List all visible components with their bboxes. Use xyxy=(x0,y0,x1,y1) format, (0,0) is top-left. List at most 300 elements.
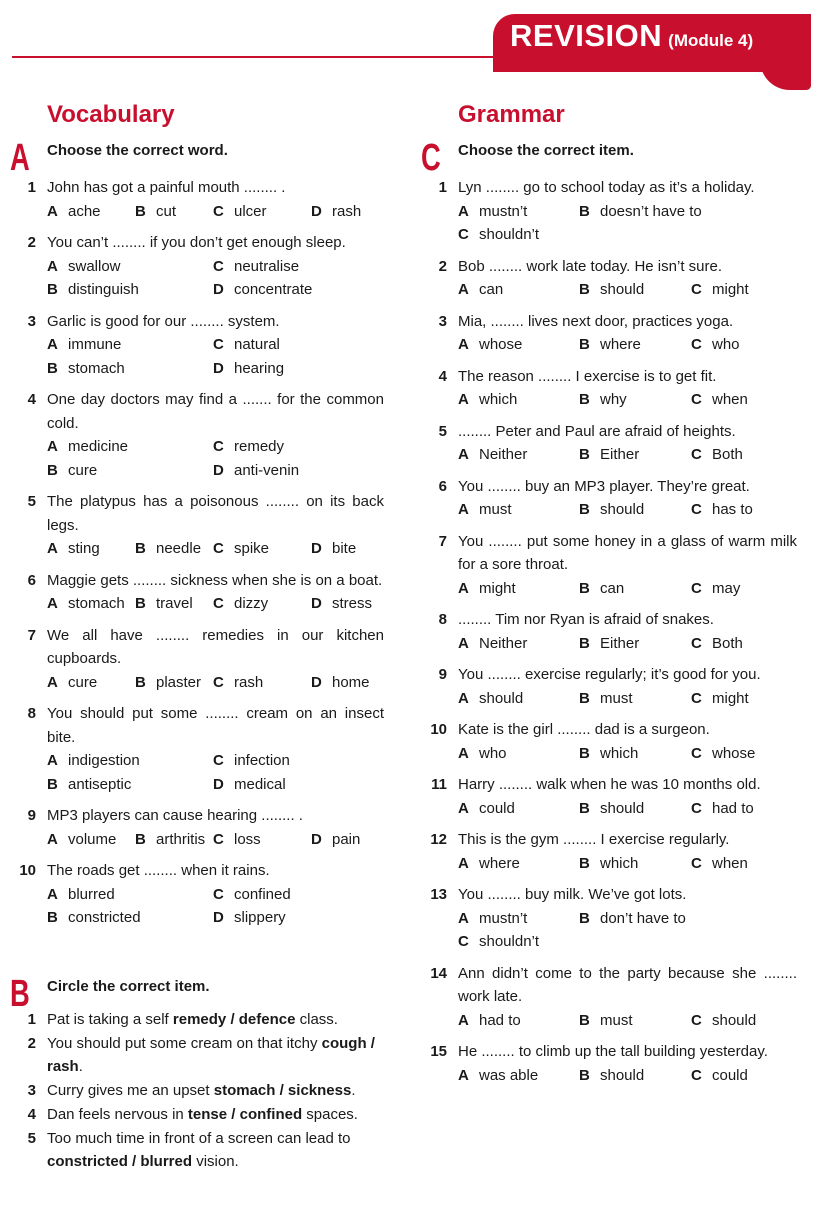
answer-option[interactable] xyxy=(213,906,393,930)
option-letter: A xyxy=(458,391,469,408)
question-text: You ........ buy milk. We’ve got lots. xyxy=(458,886,687,903)
option-text: rash xyxy=(234,673,264,691)
choice-pair[interactable]: cough / rash xyxy=(47,1035,375,1075)
option-letter: B xyxy=(47,359,58,377)
option-letter: C xyxy=(691,446,702,463)
question-text: ........ Peter and Paul are afraid of heights. xyxy=(458,422,736,440)
option-text: indigestion xyxy=(68,752,140,769)
answer-option[interactable] xyxy=(213,828,311,852)
answer-options xyxy=(47,255,384,302)
option-text: who xyxy=(712,336,740,353)
vocabulary-column xyxy=(10,100,384,1174)
option-letter: C xyxy=(213,438,224,455)
option-text: has to xyxy=(712,501,753,518)
option-text: Either xyxy=(600,446,640,463)
answer-option[interactable] xyxy=(135,200,213,224)
answer-option[interactable] xyxy=(135,828,213,852)
choice-pair[interactable]: remedy / defence xyxy=(172,1011,296,1028)
option-text: could xyxy=(712,1066,748,1084)
question-number: 1 xyxy=(27,1011,36,1028)
answer-option[interactable] xyxy=(579,797,691,821)
option-letter: B xyxy=(579,281,590,298)
option-letter: A xyxy=(47,336,58,353)
section-c-questions xyxy=(430,176,797,1087)
question-item xyxy=(438,420,797,467)
answer-option[interactable] xyxy=(47,828,135,852)
option-text: concentrate xyxy=(234,281,313,298)
option-text: confined xyxy=(234,885,291,903)
answer-option[interactable] xyxy=(458,223,579,247)
question-text: We all have ........ remedies in our kitchen cupboards. xyxy=(47,626,384,667)
option-text: home xyxy=(332,673,370,691)
option-letter: C xyxy=(213,830,224,848)
answer-option[interactable] xyxy=(47,278,213,302)
answer-option[interactable] xyxy=(579,742,691,766)
option-letter: B xyxy=(579,854,590,872)
answer-option[interactable] xyxy=(691,498,811,522)
question-text: John has got a painful mouth ........ . xyxy=(47,179,286,196)
answer-option[interactable] xyxy=(579,852,691,876)
answer-option[interactable] xyxy=(47,255,213,279)
question-item xyxy=(27,388,384,482)
option-letter: B xyxy=(47,909,58,926)
answer-option[interactable] xyxy=(458,577,579,601)
answer-option[interactable] xyxy=(579,632,691,656)
question-number: 6 xyxy=(27,571,36,589)
option-letter: C xyxy=(691,336,702,353)
question-text: Ann didn’t come to the party because she ........ work late. xyxy=(458,964,797,1005)
answer-option[interactable] xyxy=(311,537,407,561)
answer-option[interactable] xyxy=(47,435,213,459)
question-item xyxy=(27,569,384,616)
answer-option[interactable] xyxy=(213,278,393,302)
answer-option[interactable] xyxy=(135,671,213,695)
question-text: You ........ put some honey in a glass of warm milk for a sore throat. xyxy=(458,532,797,573)
answer-option[interactable] xyxy=(47,773,213,797)
answer-options xyxy=(458,200,797,247)
option-text: which xyxy=(479,391,518,408)
section-a-instruction: Choose the correct word. xyxy=(47,142,228,159)
option-letter: A xyxy=(47,257,58,275)
question-text xyxy=(47,1127,384,1173)
option-letter: B xyxy=(579,689,590,707)
option-text: remedy xyxy=(234,438,285,455)
question-text: One day doctors may find a ....... for the common cold. xyxy=(47,391,384,432)
answer-option[interactable] xyxy=(458,632,579,656)
section-c-instruction: Choose the correct item. xyxy=(458,142,634,159)
question-item xyxy=(430,962,797,1033)
answer-options xyxy=(47,828,384,852)
option-letter: C xyxy=(458,226,469,243)
option-letter: B xyxy=(579,202,590,220)
option-letter: C xyxy=(458,933,469,950)
option-letter: D xyxy=(311,595,322,612)
option-text: should xyxy=(600,501,645,518)
option-letter: D xyxy=(213,909,224,926)
answer-option[interactable] xyxy=(691,797,811,821)
answer-options xyxy=(458,687,797,711)
question-item xyxy=(430,828,797,875)
option-letter: C xyxy=(691,744,702,762)
option-letter: A xyxy=(458,634,469,652)
sentence-start: You should put some cream on that itchy xyxy=(47,1035,322,1052)
answer-option[interactable] xyxy=(458,742,579,766)
answer-option[interactable] xyxy=(311,200,407,224)
question-item xyxy=(438,475,797,522)
question-item xyxy=(438,530,797,601)
question-text: Lyn ........ go to school today as it’s a holiday. xyxy=(458,179,755,196)
option-text: cut xyxy=(156,202,177,220)
option-letter: A xyxy=(458,689,469,707)
answer-option[interactable] xyxy=(213,537,311,561)
answer-option[interactable] xyxy=(47,671,135,695)
question-item xyxy=(438,310,797,357)
question-number: 3 xyxy=(438,312,447,330)
option-letter: A xyxy=(47,202,58,220)
option-letter: C xyxy=(691,579,702,597)
answer-option[interactable] xyxy=(691,632,811,656)
answer-option[interactable] xyxy=(458,930,579,954)
question-text: The reason ........ I exercise is to get fit. xyxy=(458,367,717,385)
option-letter: C xyxy=(213,595,224,612)
answer-option[interactable] xyxy=(458,907,579,931)
section-b-letter: B xyxy=(10,973,30,1015)
option-letter: B xyxy=(135,540,146,557)
option-letter: C xyxy=(213,202,224,220)
option-text: Both xyxy=(712,446,743,463)
answer-option[interactable] xyxy=(691,852,811,876)
answer-option[interactable] xyxy=(213,883,393,907)
question-item xyxy=(438,255,797,302)
answer-option[interactable] xyxy=(458,852,579,876)
sentence-end: spaces. xyxy=(302,1106,358,1123)
option-text: where xyxy=(479,854,520,872)
option-text: loss xyxy=(234,830,261,848)
option-text: may xyxy=(712,579,741,597)
option-letter: A xyxy=(47,540,58,557)
answer-option[interactable] xyxy=(691,687,811,711)
option-text: stress xyxy=(332,595,373,612)
option-text: must xyxy=(600,689,633,707)
option-text: immune xyxy=(68,336,122,353)
question-number: 10 xyxy=(19,862,36,879)
answer-options xyxy=(47,592,384,616)
answer-option[interactable] xyxy=(691,1064,811,1088)
option-text: neutralise xyxy=(234,257,300,275)
answer-option[interactable] xyxy=(691,278,811,302)
answer-option[interactable] xyxy=(213,592,311,616)
choice-pair[interactable]: constricted / blurred xyxy=(47,1153,193,1170)
option-letter: A xyxy=(458,336,469,353)
answer-option[interactable] xyxy=(458,200,579,224)
answer-option[interactable] xyxy=(47,537,135,561)
answer-options xyxy=(47,200,384,224)
option-text: Both xyxy=(712,634,743,652)
option-letter: B xyxy=(135,202,146,220)
option-text: should xyxy=(479,689,524,707)
answer-options xyxy=(458,1009,797,1033)
answer-option[interactable] xyxy=(458,388,579,412)
question-text: MP3 players can cause hearing ........ . xyxy=(47,807,303,824)
choice-pair[interactable]: tense / confined xyxy=(187,1106,303,1123)
answer-option[interactable] xyxy=(579,1064,691,1088)
question-item xyxy=(431,773,797,820)
answer-options xyxy=(458,388,797,412)
answer-option[interactable] xyxy=(47,906,213,930)
answer-option[interactable] xyxy=(458,687,579,711)
question-number: 5 xyxy=(27,1130,36,1147)
option-text: whose xyxy=(712,744,756,762)
answer-options xyxy=(458,632,797,656)
option-letter: D xyxy=(213,461,224,479)
answer-options xyxy=(458,498,797,522)
option-letter: D xyxy=(311,830,322,848)
option-text: cure xyxy=(68,461,98,479)
question-item xyxy=(438,365,797,412)
option-letter: A xyxy=(47,752,58,769)
answer-option[interactable] xyxy=(691,443,811,467)
section-b-instruction: Circle the correct item. xyxy=(47,978,210,995)
question-number: 3 xyxy=(27,1082,36,1099)
option-text: must xyxy=(600,1011,633,1029)
question-number: 4 xyxy=(27,1106,36,1123)
option-text: volume xyxy=(68,830,117,848)
question-text xyxy=(47,1079,384,1102)
option-letter: C xyxy=(691,281,702,298)
question-text: He ........ to climb up the tall building yesterday. xyxy=(458,1043,768,1060)
question-item xyxy=(438,176,797,247)
option-text: had to xyxy=(712,799,754,817)
option-letter: A xyxy=(458,202,469,220)
answer-option[interactable] xyxy=(213,749,393,773)
option-text: should xyxy=(600,799,645,817)
option-text: Neither xyxy=(479,446,528,463)
answer-option[interactable] xyxy=(47,357,213,381)
question-text: The roads get ........ when it rains. xyxy=(47,862,270,879)
answer-option[interactable] xyxy=(213,333,393,357)
option-letter: D xyxy=(213,281,224,298)
option-text: had to xyxy=(479,1011,521,1029)
question-number: 2 xyxy=(438,257,447,275)
option-letter: B xyxy=(579,634,590,652)
question-text: Bob ........ work late today. He isn’t sure. xyxy=(458,257,723,275)
option-text: cure xyxy=(68,673,98,691)
answer-option[interactable] xyxy=(691,1009,811,1033)
answer-option[interactable] xyxy=(47,333,213,357)
answer-option[interactable] xyxy=(579,200,779,224)
answer-option[interactable] xyxy=(213,200,311,224)
question-item xyxy=(27,804,384,851)
option-letter: D xyxy=(311,202,322,220)
answer-option[interactable] xyxy=(458,333,579,357)
answer-option[interactable] xyxy=(47,883,213,907)
vocabulary-heading: Vocabulary xyxy=(47,101,175,128)
choice-pair[interactable]: stomach / sickness xyxy=(213,1082,352,1099)
circle-item xyxy=(27,1127,384,1173)
option-letter: A xyxy=(47,438,58,455)
option-text: must xyxy=(479,501,512,518)
answer-option[interactable] xyxy=(458,278,579,302)
answer-option[interactable] xyxy=(47,459,213,483)
option-text: shouldn’t xyxy=(479,226,540,243)
question-number: 5 xyxy=(27,493,36,510)
option-text: which xyxy=(600,854,639,872)
option-text: might xyxy=(479,579,516,597)
answer-option[interactable] xyxy=(458,498,579,522)
option-text: could xyxy=(479,799,515,817)
answer-option[interactable] xyxy=(135,537,213,561)
answer-option[interactable] xyxy=(579,443,691,467)
option-text: antiseptic xyxy=(68,775,132,793)
option-letter: A xyxy=(458,744,469,762)
option-letter: C xyxy=(691,799,702,817)
answer-options xyxy=(47,435,384,482)
question-text xyxy=(47,1103,384,1126)
answer-option[interactable] xyxy=(213,459,393,483)
answer-options xyxy=(458,852,797,876)
answer-option[interactable] xyxy=(691,742,811,766)
option-text: was able xyxy=(479,1066,539,1084)
header-rule xyxy=(12,56,512,58)
answer-option[interactable] xyxy=(579,687,691,711)
option-text: should xyxy=(712,1011,757,1029)
answer-option[interactable] xyxy=(458,1009,579,1033)
banner-tail xyxy=(760,60,811,90)
option-text: Either xyxy=(600,634,640,652)
option-letter: B xyxy=(579,336,590,353)
answer-options xyxy=(458,742,797,766)
option-letter: B xyxy=(579,744,590,762)
circle-item xyxy=(27,1032,384,1078)
question-item xyxy=(27,624,384,695)
answer-option[interactable] xyxy=(458,1064,579,1088)
option-text: needle xyxy=(156,540,202,557)
answer-option[interactable] xyxy=(311,671,407,695)
answer-option[interactable] xyxy=(691,577,811,601)
answer-option[interactable] xyxy=(579,907,779,931)
answer-options xyxy=(458,907,797,954)
option-text: hearing xyxy=(234,359,285,377)
section-a-letter: A xyxy=(10,137,30,179)
question-item xyxy=(430,1040,797,1087)
option-letter: C xyxy=(691,854,702,872)
circle-item xyxy=(27,1103,384,1126)
option-letter: C xyxy=(691,689,702,707)
option-text: should xyxy=(600,1066,645,1084)
answer-option[interactable] xyxy=(579,498,691,522)
option-text: mustn’t xyxy=(479,909,528,927)
option-text: anti-venin xyxy=(234,461,300,479)
answer-option[interactable] xyxy=(213,435,393,459)
question-text: Garlic is good for our ........ system. xyxy=(47,312,280,330)
option-text: bite xyxy=(332,540,357,557)
section-b xyxy=(10,973,384,1173)
answer-option[interactable] xyxy=(47,200,135,224)
question-item xyxy=(27,231,384,302)
question-number: 6 xyxy=(438,477,447,495)
option-letter: B xyxy=(135,830,146,848)
answer-options xyxy=(458,278,797,302)
question-number: 9 xyxy=(438,666,447,683)
question-number: 7 xyxy=(438,532,447,550)
answer-option[interactable] xyxy=(691,333,811,357)
option-letter: C xyxy=(213,885,224,903)
answer-option[interactable] xyxy=(579,577,691,601)
answer-option[interactable] xyxy=(311,828,407,852)
option-letter: A xyxy=(47,830,58,848)
answer-option[interactable] xyxy=(311,592,407,616)
question-number: 13 xyxy=(430,886,447,903)
question-text: The platypus has a poisonous ........ on its back legs. xyxy=(47,493,384,534)
answer-options xyxy=(47,333,384,380)
option-text: infection xyxy=(234,752,290,769)
option-text: dizzy xyxy=(234,595,269,612)
option-letter: C xyxy=(691,391,702,408)
answer-option[interactable] xyxy=(213,773,393,797)
option-letter: C xyxy=(691,1066,702,1084)
option-letter: B xyxy=(47,775,58,793)
question-text: You ........ buy an MP3 player. They’re great. xyxy=(458,477,750,495)
option-text: might xyxy=(712,689,749,707)
answer-option[interactable] xyxy=(579,333,691,357)
answer-option[interactable] xyxy=(579,1009,691,1033)
question-item xyxy=(27,176,384,223)
option-text: Neither xyxy=(479,634,528,652)
option-letter: B xyxy=(47,281,58,298)
question-number: 11 xyxy=(431,776,447,793)
answer-option[interactable] xyxy=(213,671,311,695)
option-letter: B xyxy=(579,579,590,597)
option-text: might xyxy=(712,281,749,298)
option-letter: A xyxy=(458,446,469,463)
answer-option[interactable] xyxy=(213,255,393,279)
circle-item xyxy=(27,1079,384,1102)
option-text: don’t have to xyxy=(600,909,686,927)
answer-options xyxy=(47,883,384,930)
question-text xyxy=(47,1032,384,1078)
option-letter: A xyxy=(458,909,469,927)
option-text: rash xyxy=(332,202,362,220)
option-text: where xyxy=(600,336,641,353)
answer-option[interactable] xyxy=(458,443,579,467)
answer-option[interactable] xyxy=(458,797,579,821)
answer-option[interactable] xyxy=(47,749,213,773)
answer-option[interactable] xyxy=(579,388,691,412)
question-number: 12 xyxy=(430,831,447,848)
option-text: plaster xyxy=(156,673,202,691)
answer-option[interactable] xyxy=(47,592,135,616)
answer-option[interactable] xyxy=(691,388,811,412)
option-letter: B xyxy=(579,391,590,408)
option-text: spike xyxy=(234,540,270,557)
banner-subtitle: (Module 4) xyxy=(668,31,754,50)
answer-options xyxy=(47,749,384,796)
answer-option[interactable] xyxy=(213,357,393,381)
option-letter: B xyxy=(47,461,58,479)
answer-option[interactable] xyxy=(135,592,213,616)
section-c-letter: C xyxy=(421,137,441,179)
sentence-start: Curry gives me an upset xyxy=(47,1082,214,1099)
option-text: distinguish xyxy=(68,281,139,298)
answer-option[interactable] xyxy=(579,278,691,302)
sentence-start: Pat is taking a self xyxy=(47,1011,173,1028)
question-text xyxy=(47,1008,384,1031)
option-letter: C xyxy=(213,540,224,557)
option-text: shouldn’t xyxy=(479,933,540,950)
sentence-start: Too much time in front of a screen can lead to xyxy=(47,1130,351,1147)
question-number: 9 xyxy=(27,807,36,824)
question-number: 14 xyxy=(430,964,447,982)
